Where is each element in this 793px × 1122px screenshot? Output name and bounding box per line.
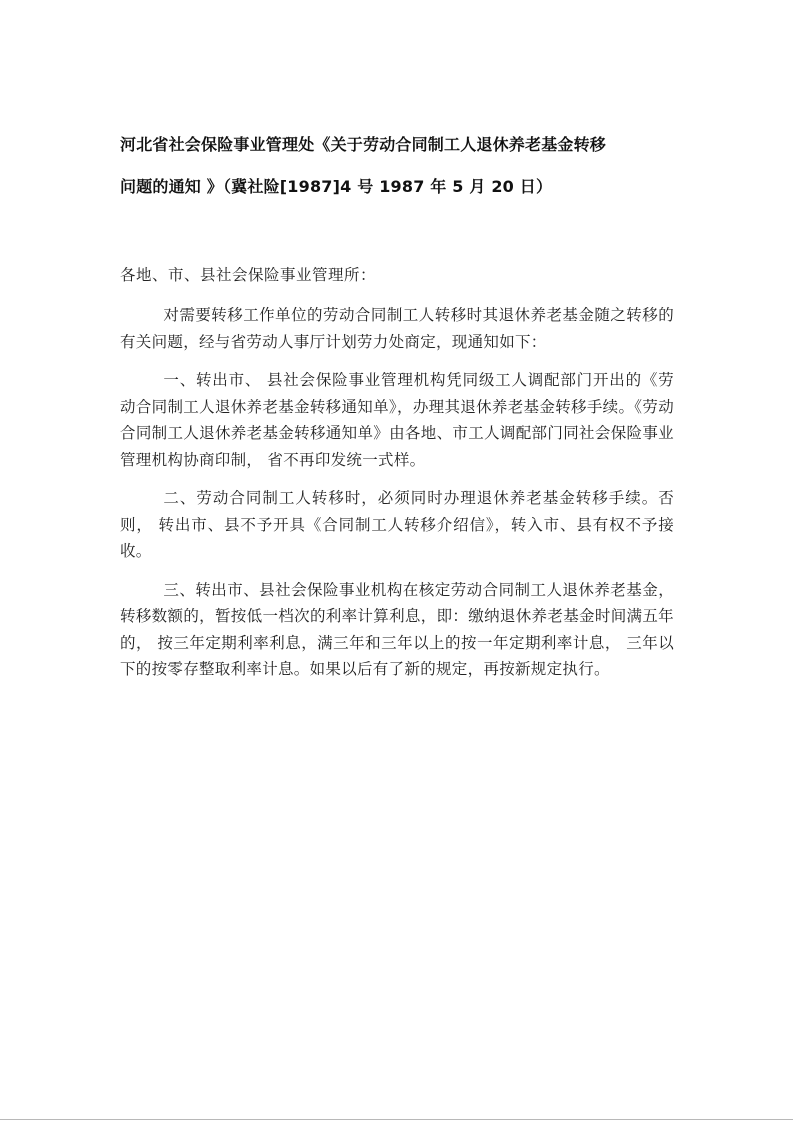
paragraph-item-1: 一、转出市、 县社会保险事业管理机构凭同级工人调配部门开出的《劳动合同制工人退休养老基金转移通知单》，办理其退休养老基金转移手续。《劳动合同制工人退休养老基金转移通知单》由各地、市工人调配部门同社会保险事业管理机构协商印制， 省不再印发统一式样。	[120, 371, 674, 469]
notice-body	[120, 124, 674, 695]
notice-title	[120, 124, 685, 208]
title-line-2: 问题的通知 》（冀社险[1987]4 号 1987 年 5 月 20 日）	[120, 177, 553, 196]
page-bottom-rule	[0, 1119, 793, 1120]
title-line-1: 河北省社会保险事业管理处《关于劳动合同制工人退休养老基金转移	[120, 135, 607, 154]
paragraph-item-3: 三、转出市、县社会保险事业机构在核定劳动合同制工人退休养老基金， 转移数额的，暂按低一档次的利率计算利息，即：缴纳退休养老基金时间满五年的， 按三年定期利率利息，满三年和三年以上的按一年定期利率计息， 三年以下的按零存整取利率计息。如果以后有了新的规定，再按新规定执行。	[120, 580, 674, 678]
salutation: 各地、市、县社会保险事业管理所：	[120, 266, 377, 284]
paragraph-item-2: 二、劳动合同制工人转移时，必须同时办理退休养老基金转移手续。否则， 转出市、县不予开具《合同制工人转移介绍信》，转入市、县有权不予接收。	[120, 489, 674, 560]
paragraph-intro: 对需要转移工作单位的劳动合同制工人转移时其退休养老基金随之转移的有关问题，经与省劳动人事厅计划劳力处商定，现通知如下：	[120, 306, 674, 351]
